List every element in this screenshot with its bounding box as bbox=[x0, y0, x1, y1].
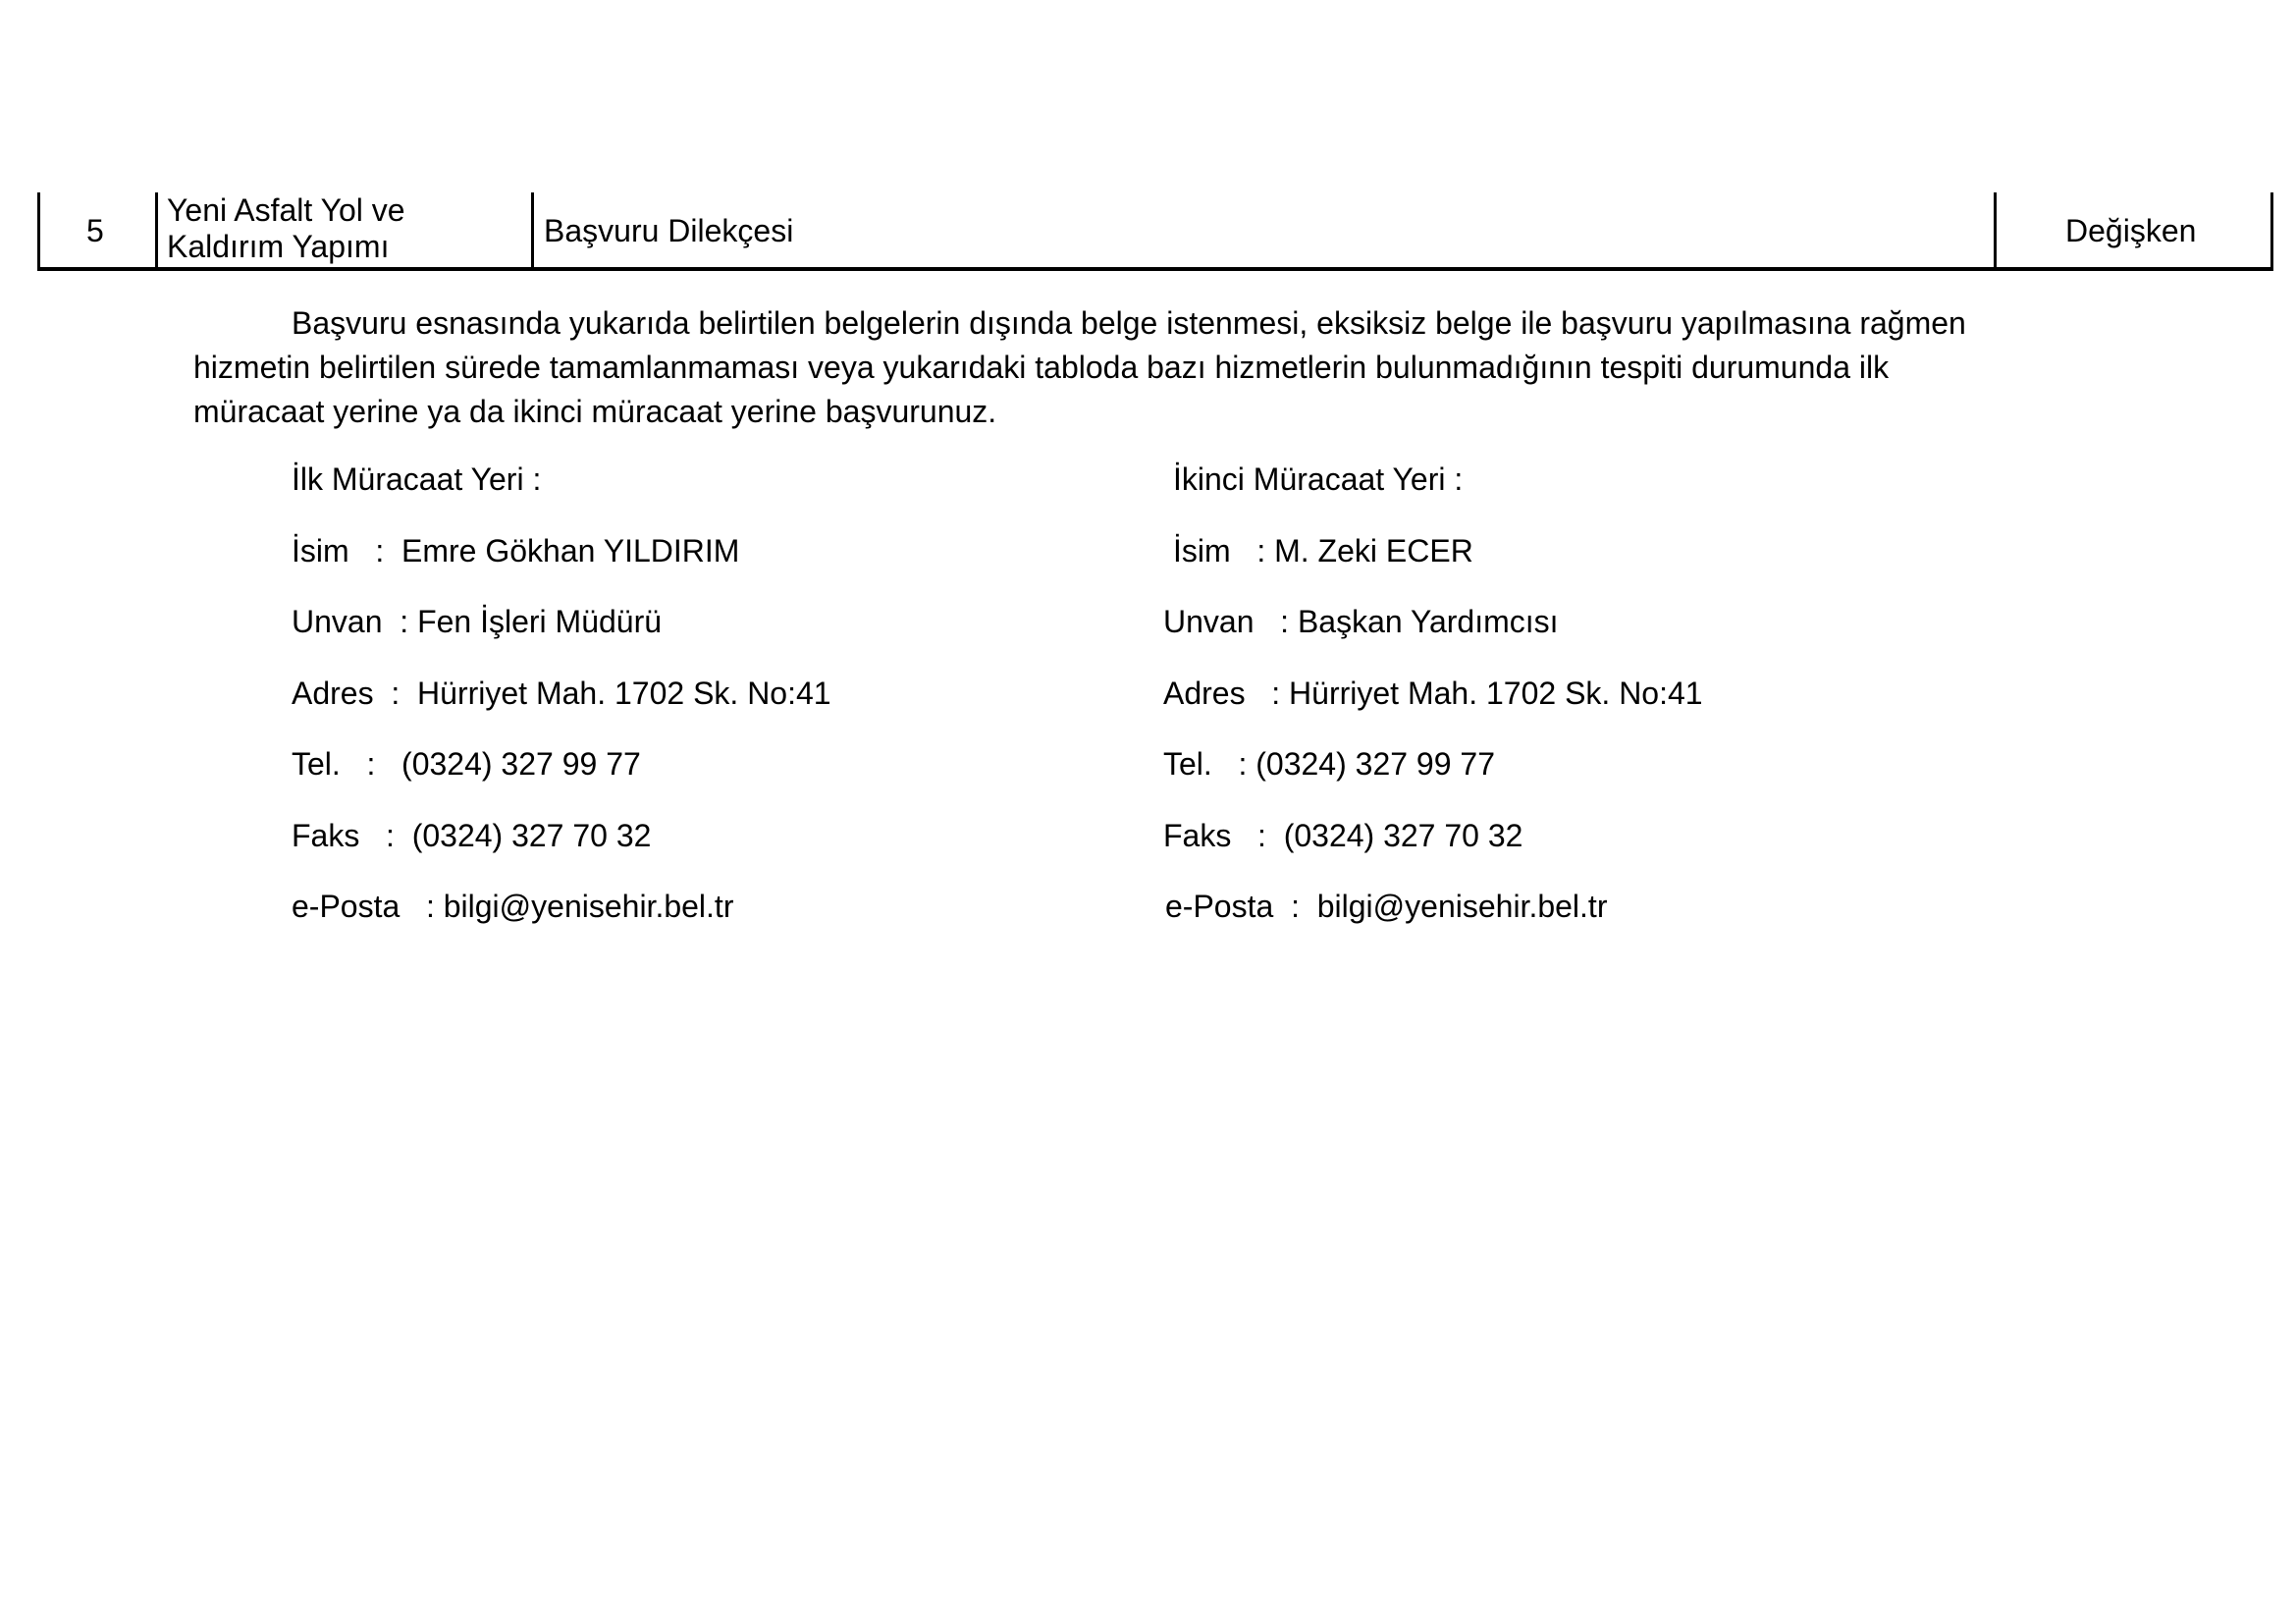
required-documents: Başvuru Dilekçesi bbox=[544, 213, 794, 248]
second-contact-email bbox=[1165, 889, 1607, 925]
second-contact-fax bbox=[1163, 818, 1522, 854]
fax-value: (0324) 327 70 32 bbox=[411, 818, 652, 853]
service-name-line2: Kaldırım Yapımı bbox=[167, 229, 390, 264]
fax-value: (0324) 327 70 32 bbox=[1283, 818, 1523, 853]
tel-label: Tel. : bbox=[1163, 746, 1256, 782]
second-contact-name bbox=[1173, 533, 1473, 569]
tel-label: Tel. : bbox=[292, 746, 402, 782]
address-label: Adres : bbox=[292, 676, 418, 711]
email-label: e-Posta : bbox=[1165, 889, 1317, 924]
title-label: Unvan : bbox=[1163, 604, 1298, 639]
table-border-col2 bbox=[531, 192, 534, 271]
complaint-paragraph bbox=[193, 301, 2157, 434]
title-value: Fen İşleri Müdürü bbox=[417, 604, 663, 639]
email-label: e-Posta : bbox=[292, 889, 444, 924]
paragraph-line-1: Başvuru esnasında yukarıda belirtilen belgelerin dışında belge istenmesi, eksiksiz belge ile başvuru yapılmasına rağmen bbox=[292, 305, 1966, 341]
second-contact-address bbox=[1163, 676, 1703, 712]
email-value[interactable]: bilgi@yenisehir.bel.tr bbox=[1316, 889, 1608, 924]
fax-label: Faks : bbox=[292, 818, 412, 853]
tel-value: (0324) 327 99 77 bbox=[401, 746, 641, 782]
paragraph-line-3: müracaat yerine ya da ikinci müracaat yerine başvurunuz. bbox=[193, 394, 997, 429]
first-contact-name bbox=[292, 533, 739, 569]
paragraph-line-2: hizmetin belirtilen sürede tamamlanmaması veya yukarıdaki tabloda bazı hizmetlerin bulunmadığının tespiti durumunda ilk bbox=[193, 350, 1890, 385]
service-table-row bbox=[37, 192, 2273, 271]
first-contact-fax bbox=[292, 818, 651, 854]
first-contact-email bbox=[292, 889, 733, 925]
second-contact-heading: İkinci Müracaat Yeri : bbox=[1173, 461, 1464, 497]
title-label: Unvan : bbox=[292, 604, 418, 639]
email-value[interactable]: bilgi@yenisehir.bel.tr bbox=[443, 889, 734, 924]
row-number: 5 bbox=[86, 213, 104, 248]
table-border-col1 bbox=[155, 192, 158, 271]
name-value: M. Zeki ECER bbox=[1274, 533, 1473, 568]
table-border-left bbox=[37, 192, 40, 271]
first-contact-tel bbox=[292, 746, 641, 783]
tel-value: (0324) 327 99 77 bbox=[1255, 746, 1495, 782]
second-contact-title bbox=[1163, 604, 1559, 640]
fax-label: Faks : bbox=[1163, 818, 1284, 853]
completion-duration: Değişken bbox=[2065, 213, 2197, 248]
name-label: İsim : bbox=[1173, 533, 1275, 568]
name-label: İsim : bbox=[292, 533, 401, 568]
address-label: Adres : bbox=[1163, 676, 1290, 711]
table-border-col3 bbox=[1994, 192, 1997, 271]
service-name-line1: Yeni Asfalt Yol ve bbox=[167, 192, 405, 228]
first-contact-title bbox=[292, 604, 662, 640]
second-contact-tel bbox=[1163, 746, 1495, 783]
name-value: Emre Gökhan YILDIRIM bbox=[401, 533, 740, 568]
address-value: Hürriyet Mah. 1702 Sk. No:41 bbox=[1289, 676, 1703, 711]
title-value: Başkan Yardımcısı bbox=[1297, 604, 1559, 639]
first-contact-address bbox=[292, 676, 831, 712]
table-border-right bbox=[2270, 192, 2273, 271]
address-value: Hürriyet Mah. 1702 Sk. No:41 bbox=[417, 676, 831, 711]
first-contact-heading: İlk Müracaat Yeri : bbox=[292, 461, 542, 497]
